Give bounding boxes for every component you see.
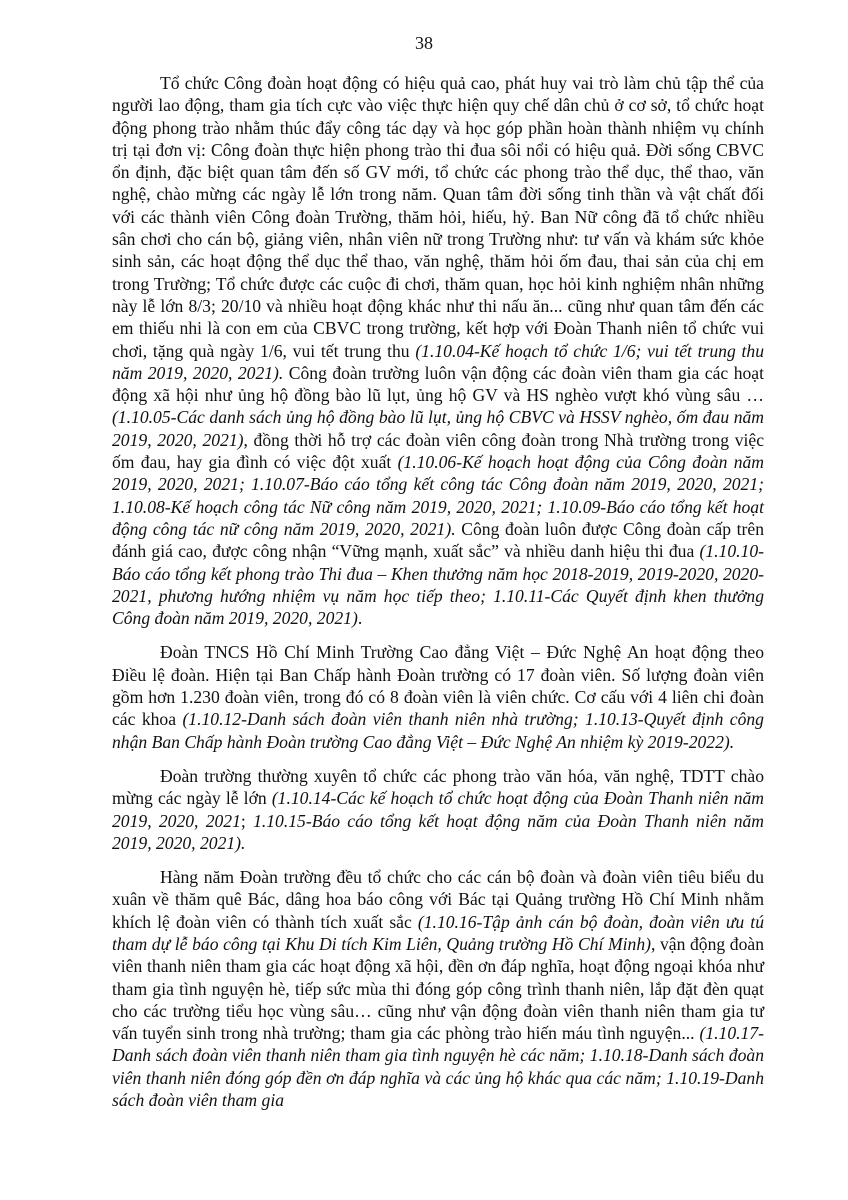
paragraph-text: Công đoàn luôn được Công đoàn cấp trên đánh giá cao, được công nhận “Vững mạnh, xuất sắc” và nhiều danh hiệu thi đua: [112, 518, 764, 562]
page-number: 38: [415, 33, 433, 53]
evidence-citation: (1.10.10-Báo cáo tổng kết phong trào Thi đua – Khen thưởng năm học 2018-2019, 2019-2020, 2020-2021, phương hướng nhiệm vụ năm học tiếp theo; 1.10.11-Các Quyết định khen thưởng Công đoàn năm 2019, 2020, 2021): [112, 541, 764, 629]
evidence-citation: (1.10.05-Các danh sách ủng hộ đồng bào lũ lụt, ủng hộ CBVC và HSSV nghèo, ốm đau năm 2019, 2020, 2021): [112, 407, 764, 450]
paragraph: [112, 866, 764, 1111]
paragraph-text: Hàng năm Đoàn trường đều tổ chức cho các cán bộ đoàn và đoàn viên tiêu biểu du xuân về thăm quê Bác, dâng hoa báo công với Bác tại Quảng trường Hồ Chí Minh nhằm khích lệ đoàn viên có thành tích xuất sắc: [112, 867, 764, 932]
paragraph-text: , vận động đoàn viên thanh niên tham gia các hoạt động xã hội, đền ơn đáp nghĩa, hoạt động ngoại khóa như tham gia tình nguyện hè, tiếp sức mùa thi đóng góp công trình thanh niên, lắp đặt đèn quạt cho các trường tiểu học vùng sâu… cũng như vận động đoàn viên thanh niên tham gia tư vấn tuyển sinh trong nhà trường; tham gia các phòng trào hiến máu tình nguyện...: [112, 933, 764, 1044]
document-body: [112, 72, 764, 1111]
paragraph: [112, 72, 764, 629]
paragraph-text: Đoàn TNCS Hồ Chí Minh Trường Cao đẳng Việt – Đức Nghệ An hoạt động theo Điều lệ đoàn. Hiện tại Ban Chấp hành Đoàn trường có 17 đoàn viên. Số lượng đoàn viên gồm hơn 1.230 đoàn viên, trong đó có 8 đoàn viên là viên chức. Cơ cấu với 4 liên chi đoàn các khoa: [112, 642, 764, 730]
paragraph-text: ;: [240, 810, 254, 831]
evidence-citation: (1.10.17-Danh sách đoàn viên thanh niên tham gia tình nguyện hè các năm; 1.10.18-Danh sách đoàn viên thanh niên đóng góp đền ơn đáp nghĩa và các ủng hộ khác qua các năm; 1.10.19-Danh sách đoàn viên tham gia: [112, 1023, 764, 1111]
paragraph: [112, 765, 764, 854]
evidence-citation: (1.10.16-Tập ảnh cán bộ đoàn, đoàn viên ưu tú tham dự lễ báo công tại Khu Di tích Kim Liên, Quảng trường Hồ Chí Minh): [112, 911, 764, 954]
evidence-citation: 1.10.15-Báo cáo tổng kết hoạt động năm của Đoàn Thanh niên năm 2019, 2020, 2021).: [112, 810, 764, 853]
evidence-citation: (1.10.12-Danh sách đoàn viên thanh niên nhà trường; 1.10.13-Quyết định công nhận Ban Chấp hành Đoàn trường Cao đẳng Việt – Đức Nghệ An nhiệm kỳ 2019-2022).: [112, 709, 764, 752]
paragraph-text: Tổ chức Công đoàn hoạt động có hiệu quả cao, phát huy vai trò làm chủ tập thể của người lao động, tham gia tích cực vào việc thực hiện quy chế dân chủ ở cơ sở, tổ chức hoạt động phong trào nhằm thúc đẩy công tác dạy và học góp phần hoàn thành nhiệm vụ chính trị tại đơn vị: Công đoàn thực hiện phong trào thi đua sôi nổi có hiệu quả. Đời sống CBVC ổn định, đặc biệt quan tâm đến số GV mới, tổ chức các phong trào thể dục, thể thao, văn nghệ, chào mừng các ngày lễ lớn trong năm. Quan tâm đời sống tinh thần và vật chất đối với các thành viên Công đoàn Trường, thăm hỏi, hiếu, hỷ. Ban Nữ công đã tổ chức nhiều sân chơi cho cán bộ, giảng viên, nhân viên nữ trong Trường như: tư vấn và khám sức khỏe sinh sản, các hoạt động thể dục thể thao, văn nghệ, thăm hỏi ốm đau, thai sản của chị em trong Trường; Tổ chức được các cuộc đi chơi, thăm quan, học hỏi kinh nghiệm nhân những này lễ lớn 8/3; 20/10 và nhiều hoạt động khác như thi nấu ăn... cũng như quan tâm đến các em thiếu nhi là con em của CBVC trong trường, kết hợp với Đoàn Thanh niên tổ chức vui chơi, tặng quà ngày 1/6, vui tết trung thu: [112, 73, 764, 361]
evidence-citation: (1.10.06-Kế hoạch hoạt động của Công đoàn năm 2019, 2020, 2021; 1.10.07-Báo cáo tổng kết công tác Công đoàn năm 2019, 2020, 2021; 1.10.08-Kế hoạch công tác Nữ công năm 2019, 2020, 2021; 1.10.09-Báo cáo tổng kết hoạt động công tác nữ công năm 2019, 2020, 2021).: [112, 452, 764, 539]
evidence-citation: (1.10.04-Kế hoạch tổ chức 1/6; vui tết trung thu năm 2019, 2020, 2021).: [112, 340, 764, 383]
evidence-citation: (1.10.14-Các kế hoạch tổ chức hoạt động của Đoàn Thanh niên năm 2019, 2020, 2021: [112, 788, 764, 831]
paragraph-text: Đoàn trường thường xuyên tổ chức các phong trào văn hóa, văn nghệ, TDTT chào mừng các ngày lễ lớn: [112, 765, 764, 809]
paragraph: [112, 641, 764, 752]
paragraph-text: .: [357, 608, 363, 629]
paragraph-text: , đồng thời hỗ trợ các đoàn viên công đoàn trong Nhà trường trong việc ốm đau, hay gia đình có việc đột xuất: [112, 429, 765, 473]
paragraph-text: Công đoàn trường luôn vận động các đoàn viên tham gia các hoạt động xã hội như ủng hộ đồng bào lũ lụt, ủng hộ GV và HS nghèo vượt khó vùng sâu …: [112, 362, 764, 406]
